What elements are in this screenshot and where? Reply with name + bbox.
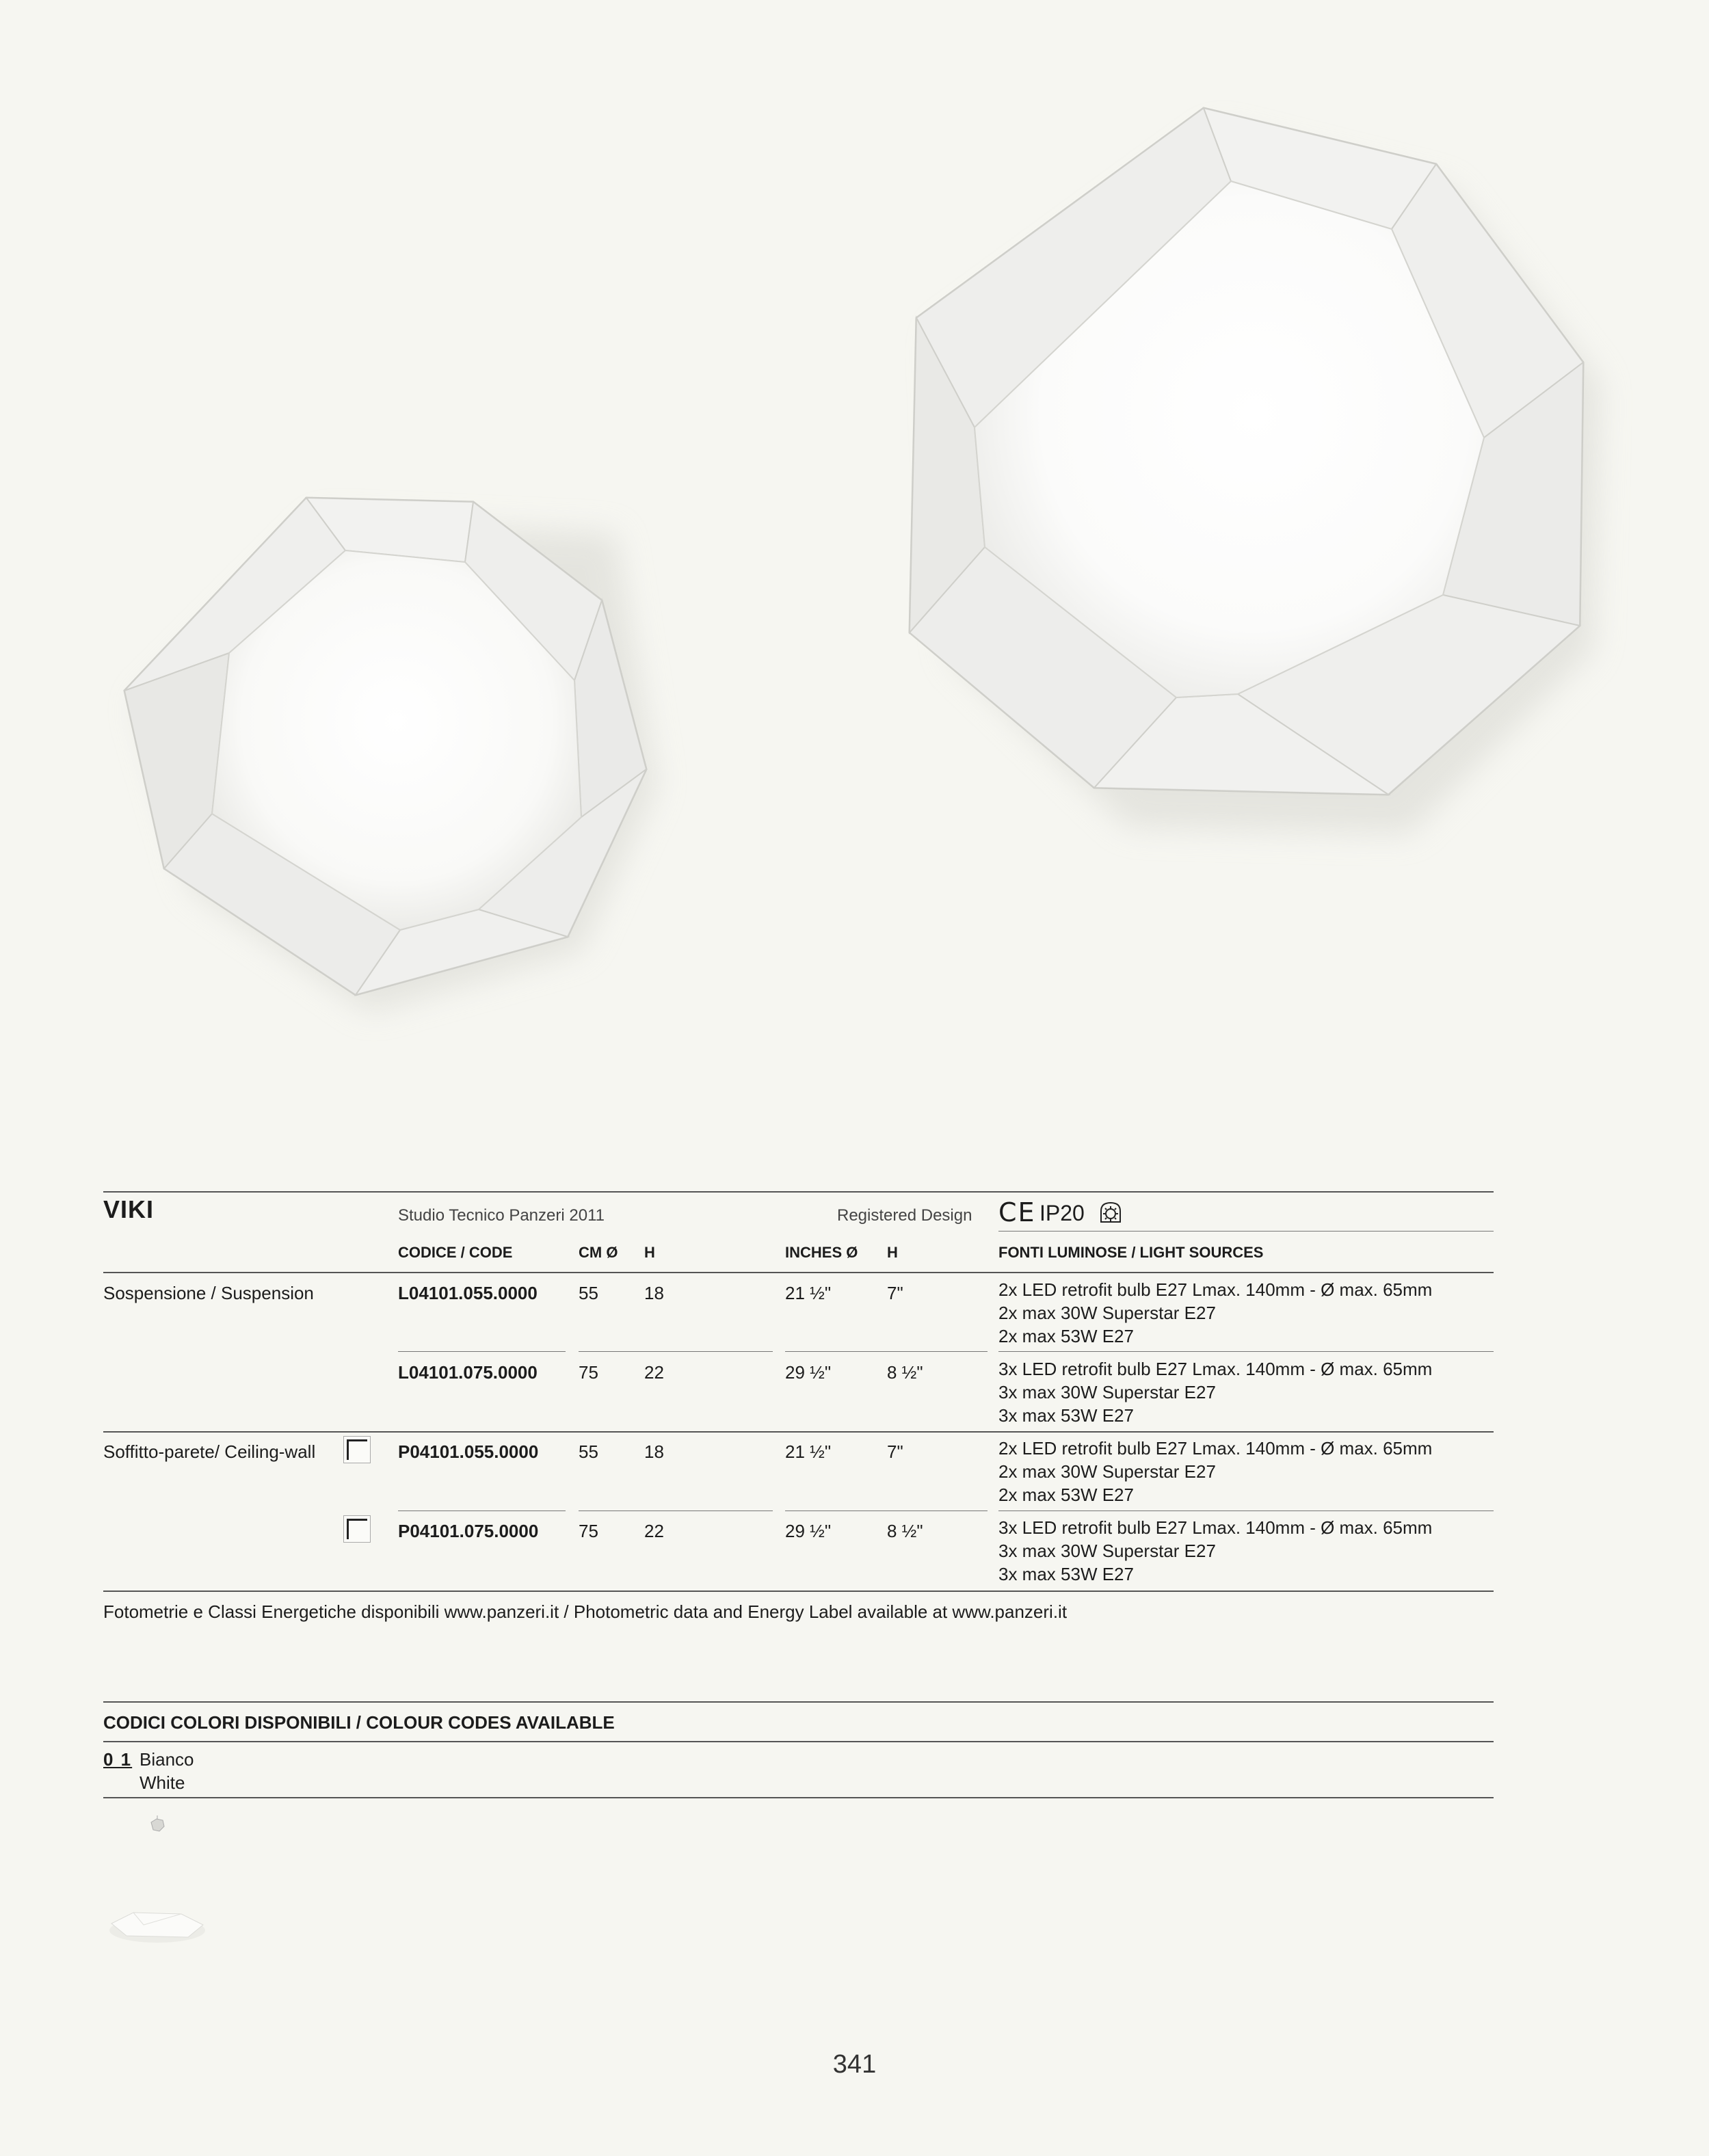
table-bottom-rule [103, 1591, 1494, 1592]
col-code-header: CODICE / CODE [398, 1244, 513, 1261]
row-divider [579, 1510, 773, 1511]
col-cm-height-header: H [644, 1244, 655, 1261]
ce-mark-icon: CE [998, 1197, 1036, 1227]
light-sources [998, 1437, 1432, 1506]
group-ceiling-wall-label: Soffitto-parete/ Ceiling-wall [103, 1441, 316, 1462]
row-divider [785, 1351, 988, 1352]
col-sources-header: FONTI LUMINOSE / LIGHT SOURCES [998, 1244, 1264, 1261]
colour-name-it: Bianco [140, 1749, 194, 1770]
product-code: P04101.055.0000 [398, 1441, 539, 1462]
cm-height: 18 [644, 1441, 664, 1462]
row-divider [998, 1351, 1494, 1352]
light-source-line: 3x max 30W Superstar E27 [998, 1382, 1216, 1402]
row-divider [398, 1510, 566, 1511]
light-source-line: 2x LED retrofit bulb E27 Lmax. 140mm - Ø max. 65mm [998, 1438, 1433, 1459]
registered-design: Registered Design [837, 1206, 972, 1225]
group-divider [103, 1431, 1494, 1433]
ceiling-wall-mount-icon [343, 1436, 371, 1463]
inch-height: 8 ½" [887, 1521, 923, 1541]
col-cm-diameter-header: CM Ø [579, 1244, 618, 1261]
light-source-line: 3x max 30W Superstar E27 [998, 1541, 1216, 1561]
group-suspension-label: Sospensione / Suspension [103, 1283, 314, 1303]
colour-code: 0 1 [103, 1749, 133, 1770]
cert-rule [998, 1231, 1494, 1232]
inch-height: 7" [887, 1283, 903, 1303]
energy-class-icon [1098, 1200, 1123, 1225]
light-source-line: 3x max 53W E27 [998, 1564, 1134, 1584]
suspension-thumbnail-icon [147, 1815, 168, 1836]
inch-diameter: 21 ½" [785, 1441, 832, 1462]
photometric-note: Fotometrie e Classi Energetiche disponibili www.panzeri.it / Photometric data and Energy Label available at www.panzeri.it [103, 1601, 1068, 1622]
product-code: L04101.055.0000 [398, 1283, 538, 1303]
large-lamp-image [910, 108, 1583, 795]
col-inch-diameter-header: INCHES Ø [785, 1244, 858, 1261]
col-inch-height-header: H [887, 1244, 898, 1261]
ceiling-wall-mount-icon [343, 1515, 371, 1543]
ip-rating: IP20 [1039, 1201, 1085, 1225]
light-source-line: 3x LED retrofit bulb E27 Lmax. 140mm - Ø max. 65mm [998, 1359, 1433, 1379]
page-number: 341 [832, 2050, 877, 2079]
cm-height: 22 [644, 1521, 664, 1541]
colour-bottom-rule [103, 1797, 1494, 1798]
colour-codes-title: CODICI COLORI DISPONIBILI / COLOUR CODES AVAILABLE [103, 1712, 615, 1733]
table-top-rule [103, 1191, 1494, 1193]
inch-height: 7" [887, 1441, 903, 1462]
cm-diameter: 75 [579, 1362, 598, 1383]
row-divider [579, 1351, 773, 1352]
light-source-line: 2x max 30W Superstar E27 [998, 1303, 1216, 1323]
cm-diameter: 55 [579, 1283, 598, 1303]
light-source-line: 3x LED retrofit bulb E27 Lmax. 140mm - Ø max. 65mm [998, 1517, 1433, 1538]
light-source-line: 2x max 30W Superstar E27 [998, 1461, 1216, 1482]
light-source-line: 2x LED retrofit bulb E27 Lmax. 140mm - Ø max. 65mm [998, 1279, 1433, 1300]
light-sources [998, 1357, 1432, 1427]
light-sources [998, 1278, 1432, 1348]
light-source-line: 2x max 53W E27 [998, 1326, 1134, 1346]
row-divider [785, 1510, 988, 1511]
product-code: L04101.075.0000 [398, 1362, 538, 1383]
row-divider [398, 1351, 566, 1352]
designer: Studio Tecnico Panzeri 2011 [398, 1206, 605, 1225]
colour-top-rule [103, 1701, 1494, 1703]
light-source-line: 2x max 53W E27 [998, 1485, 1134, 1505]
light-sources [998, 1516, 1432, 1586]
cm-diameter: 55 [579, 1441, 598, 1462]
colour-title-rule [103, 1741, 1494, 1742]
row-divider [998, 1510, 1494, 1511]
colour-name-en: White [140, 1772, 185, 1793]
cm-height: 22 [644, 1362, 664, 1383]
inch-diameter: 29 ½" [785, 1521, 832, 1541]
header-rule [103, 1272, 1494, 1273]
ceiling-wall-thumbnail-icon [106, 1904, 209, 1945]
cm-diameter: 75 [579, 1521, 598, 1541]
product-code: P04101.075.0000 [398, 1521, 539, 1541]
cm-height: 18 [644, 1283, 664, 1303]
light-source-line: 3x max 53W E27 [998, 1405, 1134, 1426]
inch-diameter: 29 ½" [785, 1362, 832, 1383]
inch-height: 8 ½" [887, 1362, 923, 1383]
inch-diameter: 21 ½" [785, 1283, 832, 1303]
product-name: VIKI [103, 1195, 155, 1223]
